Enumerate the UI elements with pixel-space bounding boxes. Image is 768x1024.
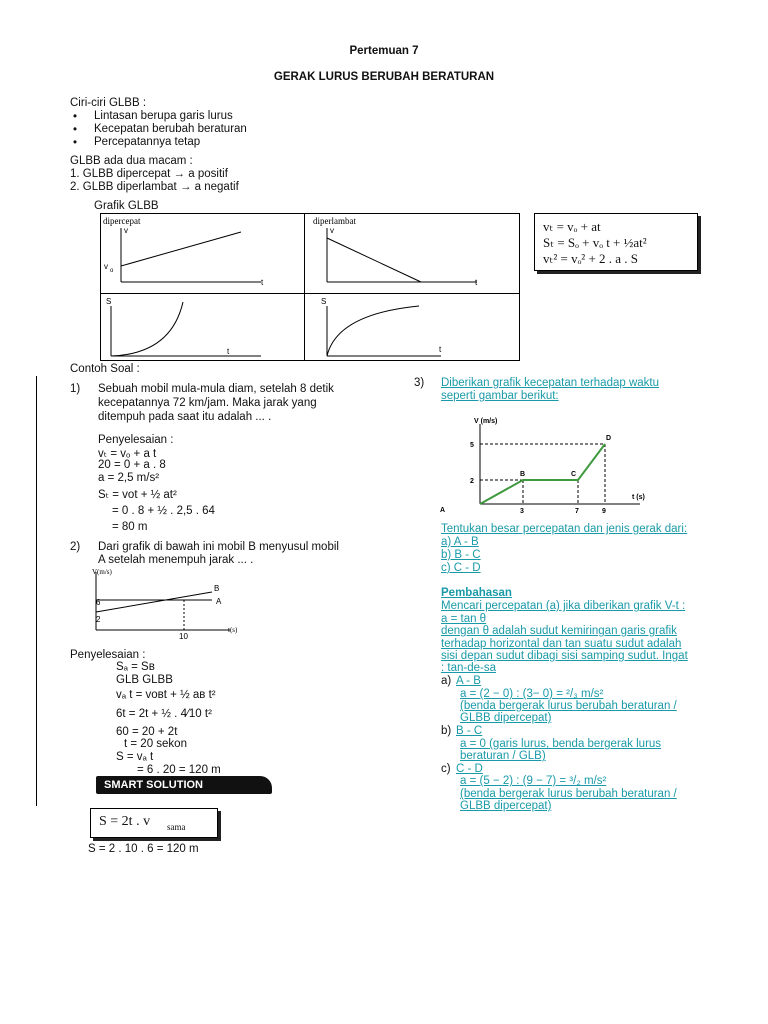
ciri-item-3: Percepatannya tetap: [94, 136, 201, 148]
macam-item-1: 1. GLBB dipercepat → a positif: [70, 168, 228, 180]
label-t: t: [439, 345, 442, 354]
soal3-ask: Tentukan besar percepatan dan jenis gerak dari:: [441, 523, 688, 535]
answer-c-title: C - D: [456, 763, 483, 775]
graph-10: 10: [179, 632, 188, 640]
glbb-graphs: [101, 214, 519, 360]
smart-formula: S = 2t . v: [99, 814, 151, 829]
soal2-graph: [88, 568, 258, 640]
ciri-bullet-2: •: [73, 124, 78, 136]
answer-b-label: b): [441, 725, 452, 737]
soal1-step-2: 20 = 0 + a . 8: [98, 459, 166, 471]
graph-2: 2: [470, 478, 474, 485]
soal1-step-5: = 0 . 8 + ½ . 2,5 . 64: [112, 505, 215, 517]
pembahasan-3: dengan θ adalah sudut kemiringan garis grafik: [441, 625, 677, 637]
label-dipercepat: dipercepat: [103, 216, 141, 226]
contoh-label: Contoh Soal :: [70, 363, 140, 375]
pembahasan-6: : tan-de-sa: [441, 662, 496, 674]
soal3-c: c) C - D: [441, 562, 481, 574]
answer-a-label: a): [441, 675, 452, 687]
ciri-label: Ciri-ciri GLBB :: [70, 97, 147, 109]
soal2-result: S = 2 . 10 . 6 = 120 m: [88, 843, 199, 855]
answer-c-1: a = (5 − 2) : (9 − 7) = ³/₂ m/s²: [460, 775, 607, 787]
soal3-num: 3): [414, 377, 425, 389]
label-t: t: [261, 278, 264, 287]
formula-line-2: Sₜ = Sₒ + vₒ t + ½at²: [543, 235, 647, 250]
pembahasan-2: a = tan θ: [441, 613, 487, 625]
soal3-line-1: Diberikan grafik kecepatan terhadap waktu: [441, 377, 659, 389]
answer-b-1: a = 0 (garis lurus, benda bergerak lurus: [460, 738, 662, 750]
graph-6: 6: [96, 598, 101, 607]
ciri-bullet-1: •: [73, 111, 78, 123]
graph-B: B: [214, 584, 220, 593]
s-curve-dipercepat: [111, 302, 183, 356]
dipercepat-line: [121, 232, 241, 266]
graph-2: 2: [96, 615, 101, 624]
smart-formula-box: [90, 808, 218, 838]
pembahasan-heading: Pembahasan: [441, 587, 512, 599]
answer-a-2: (benda bergerak lurus berubah beraturan /: [460, 700, 677, 712]
label-v: v: [330, 226, 334, 235]
soal2-num: 2): [70, 541, 81, 553]
graph-7: 7: [575, 508, 579, 514]
ciri-item-1: Lintasan berupa garis lurus: [94, 110, 233, 122]
label-s: S: [321, 297, 327, 306]
label-t: t: [475, 278, 478, 287]
macam-item-2: 2. GLBB diperlambat → a negatif: [70, 181, 239, 193]
graph-A: A: [440, 507, 446, 514]
label-s: S: [106, 297, 112, 306]
page-title: Pertemuan 7: [349, 45, 419, 57]
soal2-penyelesaian: Penyelesaian :: [70, 649, 146, 661]
graph-C: C: [571, 471, 577, 478]
soal1-step-1: vₜ = vₒ + a t: [98, 448, 157, 460]
soal2-line-2: A setelah menempuh jarak ... .: [98, 554, 254, 566]
margin-bar: [36, 376, 37, 806]
soal2-step-4: 6t = 2t + ½ . 4⁄10 t²: [116, 708, 212, 720]
soal1-line-1: Sebuah mobil mula-mula diam, setelah 8 detik: [98, 383, 334, 395]
soal2-step-5: 60 = 20 + 2t: [116, 726, 178, 738]
soal1-step-4: Sₜ = vot + ½ at²: [98, 489, 177, 501]
formula-box: [534, 213, 698, 271]
diperlambat-line: [327, 238, 421, 282]
graph-5: 5: [470, 442, 474, 449]
soal1-step-3: a = 2,5 m/s²: [98, 472, 160, 484]
soal3-a: a) A - B: [441, 536, 479, 548]
ciri-item-2: Kecepatan berubah beraturan: [94, 123, 247, 135]
answer-b-2: beraturan / GLB): [460, 750, 546, 762]
pembahasan-1: Mencari percepatan (a) jika diberikan grafik V-t :: [441, 600, 686, 612]
macam-label: GLBB ada dua macam :: [70, 155, 193, 167]
answer-a-1: a = (2 − 0) : (3− 0) = ²/₃ m/s²: [460, 688, 604, 700]
answer-c-2: (benda bergerak lurus berubah beraturan /: [460, 788, 677, 800]
label-vo: v: [104, 262, 108, 271]
smart-formula-sub: sama: [167, 822, 186, 832]
label-vo-sub: o: [110, 268, 114, 274]
label-diperlambat: diperlambat: [313, 216, 356, 226]
soal1-num: 1): [70, 383, 81, 395]
graph-B: B: [520, 471, 526, 478]
ciri-bullet-3: •: [73, 137, 78, 149]
answer-c-label: c): [441, 763, 451, 775]
graph-t-label: t(s): [228, 626, 238, 634]
label-t: t: [227, 347, 230, 356]
soal3-line-2: seperti gambar berikut:: [441, 390, 559, 402]
graph-v-label: V(m/s): [92, 568, 112, 576]
answer-c-3: GLBB dipercepat): [460, 800, 552, 812]
line-b: [96, 592, 212, 612]
formula-line-1: vₜ = vₒ + at: [543, 219, 601, 234]
soal1-line-3: ditempuh pada saat itu adalah ... .: [98, 411, 272, 423]
soal2-step-8: = 6 . 20 = 120 m: [137, 764, 221, 776]
page-heading: GERAK LURUS BERUBAH BERATURAN: [273, 71, 495, 83]
soal1-step-6: = 80 m: [112, 521, 148, 533]
soal2-line-1: Dari grafik di bawah ini mobil B menyusul mobil: [98, 541, 339, 553]
grafik-title: Grafik GLBB: [94, 200, 159, 212]
graph-v: V (m/s): [474, 418, 498, 425]
formula-line-3: vₜ² = vₒ² + 2 . a . S: [543, 251, 639, 266]
label-v: v: [124, 226, 128, 235]
answer-a-3: GLBB dipercepat): [460, 712, 552, 724]
pembahasan-4: terhadap horizontal dan tan suatu sudut adalah: [441, 638, 682, 650]
soal2-step-3: vₐ t = voʙt + ½ aʙ t²: [116, 689, 216, 701]
s-curve-diperlambat: [327, 306, 419, 356]
graph-t: t (s): [632, 494, 645, 501]
answer-a-title: A - B: [456, 675, 481, 687]
graph-A: A: [216, 597, 222, 606]
answer-b-title: B - C: [456, 725, 483, 737]
soal2-step-6: t = 20 sekon: [124, 738, 187, 750]
soal2-step-1: Sₐ = Sʙ: [116, 661, 155, 673]
graph-3: 3: [520, 508, 524, 514]
soal2-step-7: S = vₐ t: [116, 751, 154, 763]
soal1-line-2: kecepatannya 72 km/jam. Maka jarak yang: [98, 397, 317, 409]
soal3-graph: [440, 414, 660, 514]
glbb-graph-grid: [100, 213, 520, 361]
soal2-step-2: GLB GLBB: [116, 674, 173, 686]
graph-D: D: [606, 435, 612, 442]
soal3-b: b) B - C: [441, 549, 481, 561]
smart-solution-banner: SMART SOLUTION: [96, 776, 272, 794]
graph-9: 9: [602, 508, 606, 514]
velocity-line: [480, 444, 605, 504]
pembahasan-5: sisi depan sudut dibagi sisi samping sudut. Ingat: [441, 650, 688, 662]
soal1-penyelesaian: Penyelesaian :: [98, 434, 174, 446]
